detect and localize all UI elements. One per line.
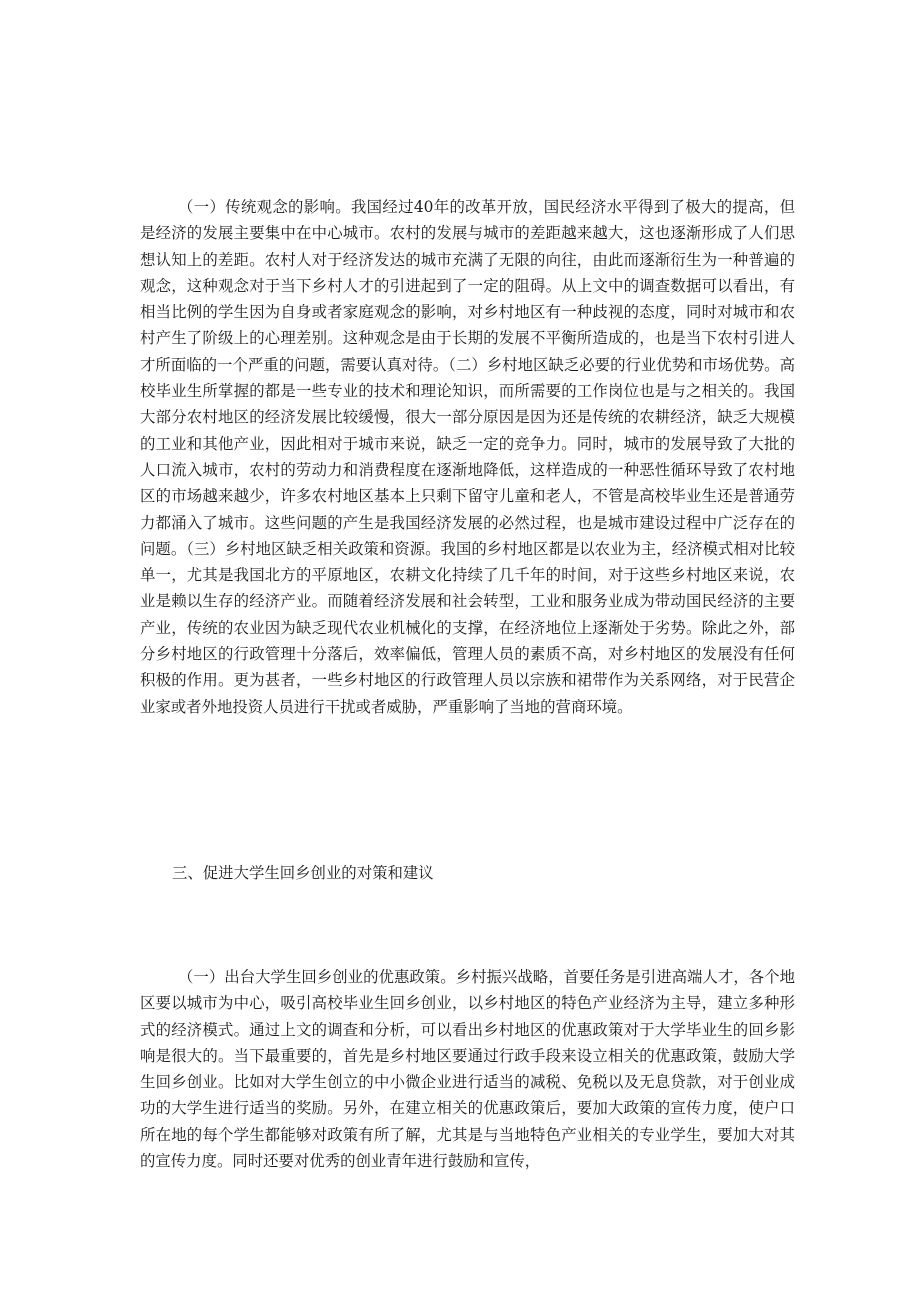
section-heading: 三、促进大学生回乡创业的对策和建议 [172,864,434,882]
body-paragraph-1: （一）传统观念的影响。我国经过40年的改革开放，国民经济水平得到了极大的提高，但是经济的发展主要集中在中心城市。农村的发展与城市的差距越来越大，这也逐渐形成了人们思想认知上的差距。农村人对于经济发达的城市充满了无限的向往，由此而逐渐衍生为一种普遍的观念，这种观念对于当下乡村人才的引进起到了一定的阻碍。从上文中的调查数据可以看出，有相当比例的学生因为自身或者家庭观念的影响，对乡村地区有一种歧视的态度，同时对城市和农村产生了阶级上的心理差别。这种观念是由于长期的发展不平衡所造成的，也是当下农村引进人才所面临的一个严重的问题，需要认真对待。（二）乡村地区缺乏必要的行业优势和市场优势。高校毕业生所掌握的都是一些专业的技术和理论知识，而所需要的工作岗位也是与之相关的。我国大部分农村地区的经济发展比较缓慢，很大一部分原因是因为还是传统的农耕经济，缺乏大规模的工业和其他产业，因此相对于城市来说，缺乏一定的竞争力。同时，城市的发展导致了大批的人口流入城市，农村的劳动力和消费程度在逐渐地降低，这样造成的一种恶性循环导致了农村地区的市场越来越少，许多农村地区基本上只剩下留守儿童和老人，不管是高校毕业生还是普通劳力都涌入了城市。这些问题的产生是我国经济发展的必然过程，也是城市建设过程中广泛存在的问题。（三）乡村地区缺乏相关政策和资源。我国的乡村地区都是以农业为主，经济模式相对比较单一，尤其是我国北方的平原地区，农耕文化持续了几千年的时间，对于这些乡村地区来说，农业是赖以生存的经济产业。而随着经济发展和社会转型，工业和服务业成为带动国民经济的主要产业，传统的农业因为缺乏现代农业机械化的支撑，在经济地位上逐渐处于劣势。除此之外，部分乡村地区的行政管理十分落后，效率偏低，管理人员的素质不高，对乡村地区的发展没有任何积极的作用。更为甚者，一些乡村地区的行政管理人员以宗族和裙带作为关系网络，对于民营企业家或者外地投资人员进行干扰或者威胁，严重影响了当地的营商环境。 [140,198,795,716]
body-paragraph-2: （一）出台大学生回乡创业的优惠政策。乡村振兴战略，首要任务是引进高端人才，各个地区要以城市为中心，吸引高校毕业生回乡创业，以乡村地区的特色产业经济为主导，建立多种形式的经济模式。通过上文的调查和分析，可以看出乡村地区的优惠政策对于大学毕业生的回乡影响是很大的。当下最重要的，首先是乡村地区要通过行政手段来设立相关的优惠政策，鼓励大学生回乡创业。比如对大学生创立的中小微企业进行适当的减税、免税以及无息贷款，对于创业成功的大学生进行适当的奖励。另外，在建立相关的优惠政策后，要加大政策的宣传力度，使户口所在地的每个学生都能够对政策有所了解，尤其是与当地特色产业相关的专业学生，要加大对其的宣传力度。同时还要对优秀的创业青年进行鼓励和宣传， [140,968,795,1171]
